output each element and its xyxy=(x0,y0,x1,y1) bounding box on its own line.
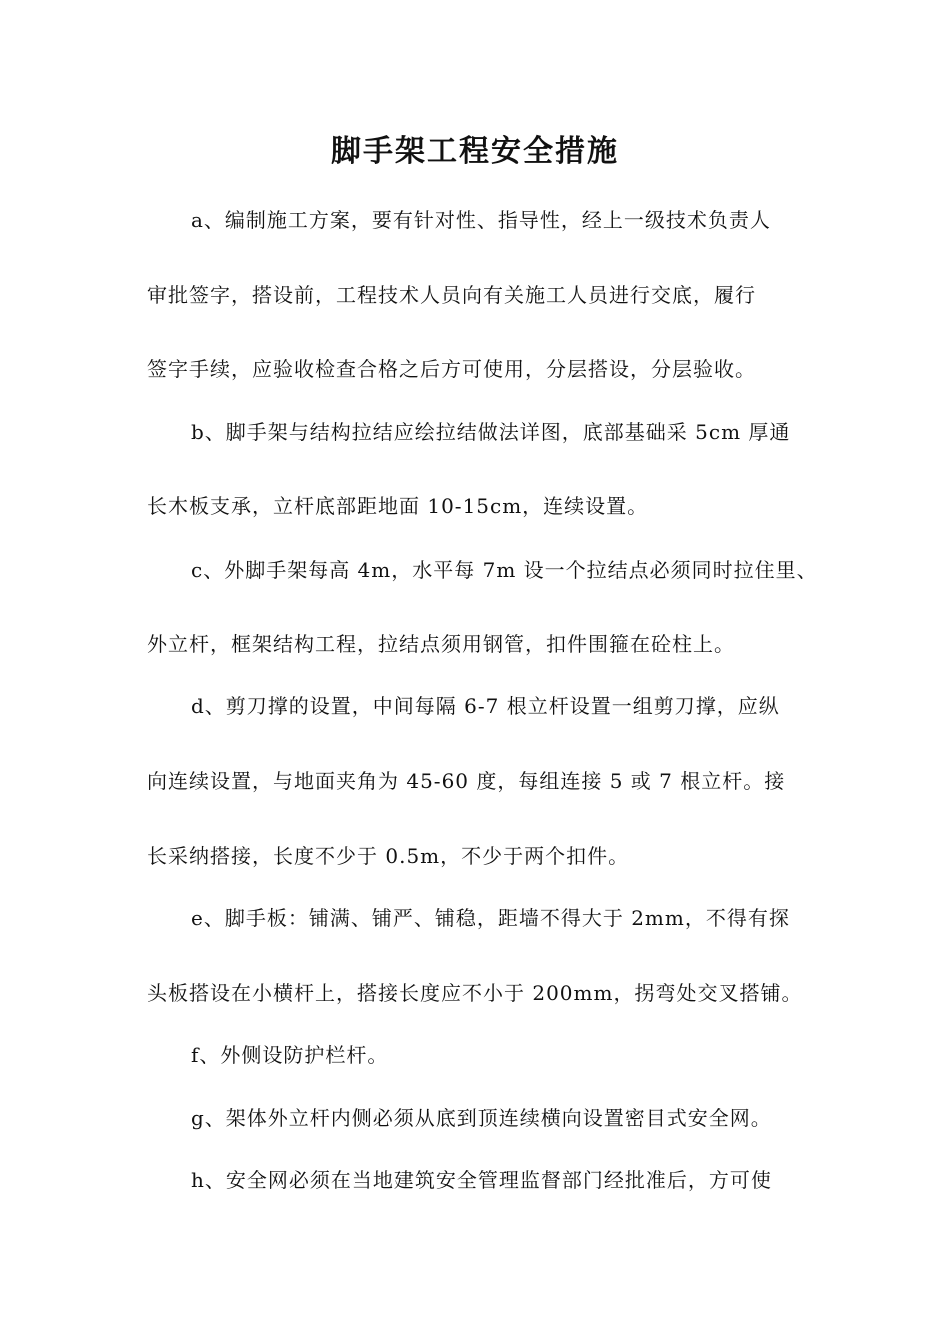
paragraph-b-line-2: 长木板支承，立杆底部距地面 10-15cm，连续设置。 xyxy=(147,494,649,518)
paragraph-e-line-2: 头板搭设在小横杆上，搭接长度应不小于 200mm，拐弯处交叉搭铺。 xyxy=(147,981,803,1005)
paragraph-h-line-1: h、安全网必须在当地建筑安全管理监督部门经批准后，方可使 xyxy=(191,1168,772,1192)
paragraph-d-line-1: d、剪刀撑的设置，中间每隔 6-7 根立杆设置一组剪刀撑，应纵 xyxy=(191,694,780,718)
document-title: 脚手架工程安全措施 xyxy=(331,134,619,169)
paragraph-c-line-2: 外立杆，框架结构工程，拉结点须用钢管，扣件围箍在砼柱上。 xyxy=(147,632,735,656)
paragraph-d-line-3: 长采纳搭接，长度不少于 0.5m，不少于两个扣件。 xyxy=(147,844,630,868)
paragraph-b-line-1: b、脚手架与结构拉结应绘拉结做法详图，底部基础采 5cm 厚通 xyxy=(191,420,791,444)
paragraph-a-line-1: a、编制施工方案，要有针对性、指导性，经上一级技术负责人 xyxy=(191,208,771,232)
paragraph-f-line-1: f、外侧设防护栏杆。 xyxy=(191,1043,389,1067)
paragraph-d-line-2: 向连续设置，与地面夹角为 45-60 度，每组连接 5 或 7 根立杆。接 xyxy=(147,769,786,793)
paragraph-e-line-1: e、脚手板：铺满、铺严、铺稳，距墙不得大于 2mm，不得有探 xyxy=(191,906,790,930)
paragraph-a-line-3: 签字手续，应验收检查合格之后方可使用，分层搭设，分层验收。 xyxy=(147,357,756,381)
paragraph-a-line-2: 审批签字，搭设前，工程技术人员向有关施工人员进行交底，履行 xyxy=(147,283,756,307)
paragraph-c-line-1: c、外脚手架每高 4m，水平每 7m 设一个拉结点必须同时拉住里、 xyxy=(191,558,818,582)
paragraph-g-line-1: g、架体外立杆内侧必须从底到顶连续横向设置密目式安全网。 xyxy=(191,1106,772,1130)
